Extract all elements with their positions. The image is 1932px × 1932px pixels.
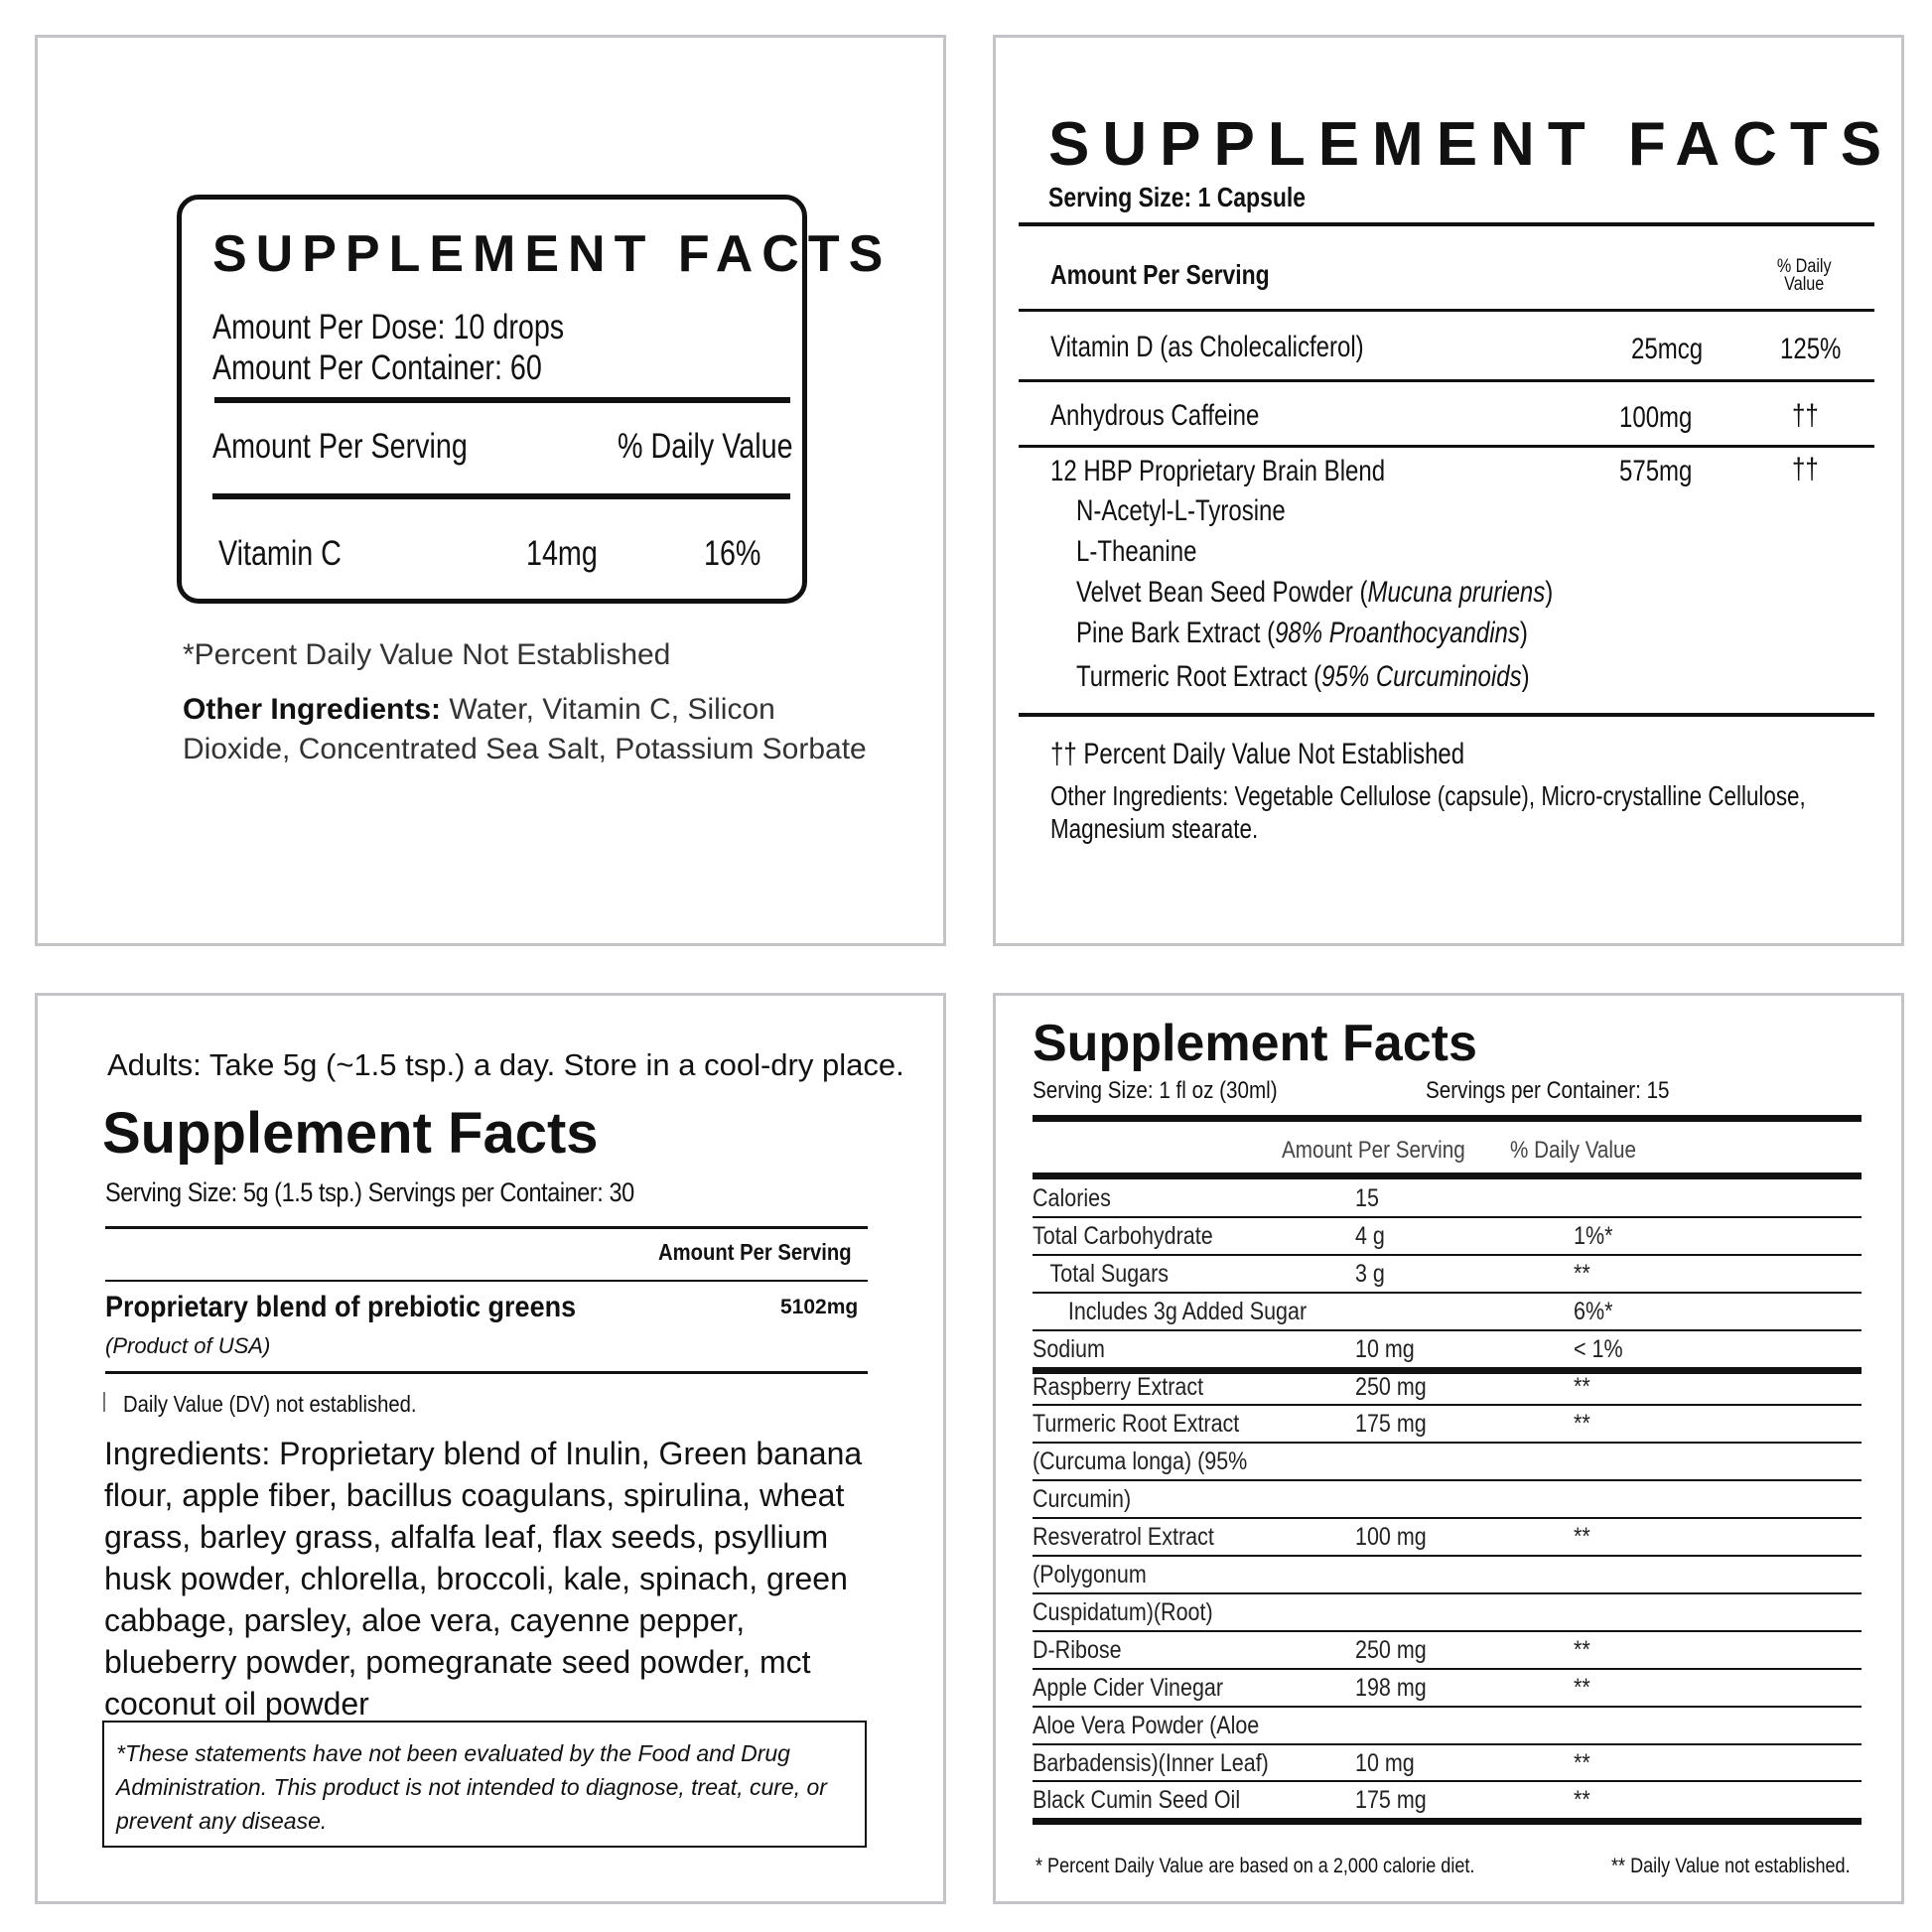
row-amount: 575mg xyxy=(1619,455,1693,487)
table-row xyxy=(1033,1180,1862,1218)
divider xyxy=(1033,1173,1862,1179)
row-amount: 10 mg xyxy=(1355,1748,1415,1777)
serving-size: Serving Size: 5g (1.5 tsp.) Servings per Container: 30 xyxy=(105,1177,634,1207)
blend-ingredient xyxy=(1076,576,1553,610)
ingredient-paren: ) xyxy=(1519,617,1528,649)
other-ingredients-line2: Magnesium stearate. xyxy=(1050,813,1259,844)
row-name: Aloe Vera Powder (Aloe xyxy=(1033,1711,1260,1739)
panel-title: SUPPLEMENT FACTS xyxy=(212,225,893,283)
ingredient-standard: 95% Curcuminoids xyxy=(1321,660,1522,693)
row-dv: ** xyxy=(1574,1786,1590,1815)
row-dv: ** xyxy=(1574,1410,1590,1439)
divider xyxy=(1019,445,1874,448)
servings-per-container: Servings per Container: 15 xyxy=(1426,1077,1670,1104)
footnote-right: ** Daily Value not established. xyxy=(1611,1855,1851,1877)
other-ingredients-text: Water, Vitamin C, Silicon xyxy=(441,693,775,726)
table-row xyxy=(1033,1294,1862,1331)
header-amount: Amount Per Serving xyxy=(1050,259,1270,290)
row-dv: 125% xyxy=(1780,333,1842,365)
nutrient-name: Vitamin C xyxy=(218,534,342,573)
row-name: Total Carbohydrate xyxy=(1033,1221,1213,1250)
header-amount: Amount Per Serving xyxy=(212,427,468,466)
row-name: Sodium xyxy=(1033,1334,1105,1363)
amount-per-dose: Amount Per Dose: 10 drops xyxy=(212,308,565,346)
table-row xyxy=(1033,1557,1862,1594)
row-dv: 6%* xyxy=(1574,1297,1613,1325)
row-name: (Curcuma longa) (95% xyxy=(1033,1448,1248,1476)
row-name: Calories xyxy=(1033,1184,1111,1212)
disclaimer-text: *These statements have not been evaluated by the Food and Drug Administration. This product is not intended to diagnose, treat, cure, or prevent any disease. xyxy=(116,1740,827,1834)
ingredient-text: Pine Bark Extract ( xyxy=(1076,617,1276,649)
table-row xyxy=(1033,1782,1862,1820)
row-amount: 3 g xyxy=(1355,1259,1385,1288)
row-name: (Polygonum xyxy=(1033,1561,1147,1588)
blend-ingredient xyxy=(1076,660,1530,694)
nutrient-amount: 14mg xyxy=(526,534,598,573)
row-name: Resveratrol Extract xyxy=(1033,1523,1214,1552)
table-row xyxy=(1033,1745,1862,1783)
header-dv-line2: Value xyxy=(1784,274,1825,295)
row-name: Total Sugars xyxy=(1033,1259,1170,1288)
ingredient-text: Turmeric Root Extract ( xyxy=(1076,660,1322,693)
divider xyxy=(1019,379,1874,382)
divider xyxy=(105,1226,868,1229)
ingredients: Ingredients: Proprietary blend of Inulin, Green banana flour, apple fiber, bacillus coagulans, spirulina, wheat grass, barley grass, alfalfa leaf, flax seeds, psyllium husk powder, chlorella, broccoli, kale, spinach, green cabbage, parsley, aloe vera, cayenne pepper, blueberry powder, pomegranate seed powder, mct coconut oil powder xyxy=(104,1436,863,1722)
header-daily-value xyxy=(1777,258,1832,294)
nutrient-dv: 16% xyxy=(704,534,761,573)
header-amount: Amount Per Serving xyxy=(658,1239,852,1265)
table-row xyxy=(1033,1369,1862,1407)
table-row xyxy=(1033,1632,1862,1670)
divider xyxy=(1033,1115,1862,1122)
blend-ingredient: N-Acetyl-L-Tyrosine xyxy=(1076,494,1286,527)
row-dv: ** xyxy=(1574,1259,1590,1288)
raspberry-turmeric-label-panel xyxy=(993,993,1904,1904)
table-row xyxy=(1033,1444,1862,1481)
row-dv: ** xyxy=(1574,1372,1590,1401)
row-amount: 175 mg xyxy=(1355,1410,1427,1439)
row-name: Apple Cider Vinegar xyxy=(1033,1673,1224,1702)
header-dv-line1: % Daily xyxy=(1776,256,1832,277)
row-divider xyxy=(1033,1818,1862,1825)
row-name: Includes 3g Added Sugar xyxy=(1033,1297,1308,1325)
row-amount: 100 mg xyxy=(1355,1523,1427,1552)
blend-ingredient: L-Theanine xyxy=(1076,535,1197,568)
serving-size: Serving Size: 1 fl oz (30ml) xyxy=(1033,1077,1278,1104)
divider xyxy=(1019,713,1874,717)
row-name: 12 HBP Proprietary Brain Blend xyxy=(1050,455,1386,487)
ingredient-latin: Mucuna pruriens xyxy=(1367,576,1546,609)
serving-size: Serving Size: 1 Capsule xyxy=(1048,182,1307,212)
row-amount: 4 g xyxy=(1355,1221,1385,1250)
blend-ingredient xyxy=(1076,617,1528,650)
row-amount: 15 xyxy=(1355,1184,1379,1212)
table-row xyxy=(1033,1406,1862,1444)
divider xyxy=(105,1371,868,1374)
row-name: Cuspidatum)(Root) xyxy=(1033,1597,1213,1626)
ingredient-text: Velvet Bean Seed Powder ( xyxy=(1076,576,1368,609)
vitamin-c-label-panel xyxy=(35,35,946,946)
prebiotic-greens-label-panel xyxy=(35,993,946,1904)
header-amount: Amount Per Serving xyxy=(1282,1137,1465,1164)
amount-per-container: Amount Per Container: 60 xyxy=(212,348,542,387)
table-row xyxy=(1033,1218,1862,1256)
row-name: Vitamin D (as Cholecalicferol) xyxy=(1050,331,1364,363)
row-amount: 250 mg xyxy=(1355,1372,1427,1401)
row-dv: 1%* xyxy=(1574,1221,1613,1250)
dv-note: Daily Value (DV) not established. xyxy=(123,1391,417,1417)
table-row xyxy=(1033,1708,1862,1745)
row-name: Barbadensis)(Inner Leaf) xyxy=(1033,1748,1269,1777)
row-dv: ** xyxy=(1574,1673,1590,1702)
other-ingredients: Other Ingredients: Vegetable Cellulose (capsule), Micro-crystalline Cellulose, xyxy=(1050,780,1806,811)
row-amount: 25mcg xyxy=(1631,333,1704,365)
row-dv: ** xyxy=(1574,1748,1590,1777)
header-daily-value: % Daily Value xyxy=(1510,1137,1636,1164)
row-name: Curcumin) xyxy=(1033,1485,1132,1514)
tick-mark xyxy=(103,1392,105,1412)
header-daily-value: % Daily Value xyxy=(618,427,793,466)
ingredient-paren: ) xyxy=(1521,660,1530,693)
table-row xyxy=(1033,1519,1862,1557)
row-name: Anhydrous Caffeine xyxy=(1050,399,1260,432)
footnote-left: * Percent Daily Value are based on a 2,000 calorie diet. xyxy=(1035,1855,1475,1877)
row-dv: †† xyxy=(1792,453,1819,485)
row-name: Black Cumin Seed Oil xyxy=(1033,1786,1241,1815)
row-dv: ** xyxy=(1574,1523,1590,1552)
row-dv: < 1% xyxy=(1574,1334,1623,1363)
table-row xyxy=(1033,1256,1862,1294)
divider xyxy=(214,397,790,403)
panel-title: Supplement Facts xyxy=(102,1101,599,1166)
row-amount: 175 mg xyxy=(1355,1786,1427,1815)
divider xyxy=(105,1280,868,1282)
other-ingredients-line2: Dioxide, Concentrated Sea Salt, Potassium Sorbate xyxy=(183,733,867,765)
panel-title: Supplement Facts xyxy=(1033,1015,1477,1072)
row-dv: ** xyxy=(1574,1635,1590,1664)
row-name: Turmeric Root Extract xyxy=(1033,1410,1240,1439)
ingredient-standard: 98% Proanthocyandins xyxy=(1275,617,1520,649)
row-name: D-Ribose xyxy=(1033,1635,1122,1664)
blend-name: Proprietary blend of prebiotic greens xyxy=(105,1291,577,1323)
footnote: †† Percent Daily Value Not Established xyxy=(1050,738,1465,770)
table-row xyxy=(1033,1481,1862,1519)
table-row xyxy=(1033,1331,1862,1369)
row-dv: †† xyxy=(1792,399,1819,432)
divider xyxy=(1019,309,1874,312)
brain-blend-label-panel xyxy=(993,35,1904,946)
product-origin: (Product of USA) xyxy=(105,1333,271,1358)
other-ingredients xyxy=(183,693,775,727)
fda-disclaimer xyxy=(102,1721,867,1848)
row-amount: 250 mg xyxy=(1355,1635,1427,1664)
divider xyxy=(212,493,790,499)
directions: Adults: Take 5g (~1.5 tsp.) a day. Store in a cool-dry place. xyxy=(107,1047,904,1082)
divider xyxy=(1019,222,1874,226)
ingredient-paren: ) xyxy=(1545,576,1554,609)
other-ingredients-label: Other Ingredients: xyxy=(183,693,442,726)
footnote: *Percent Daily Value Not Established xyxy=(183,638,671,671)
row-amount: 100mg xyxy=(1619,401,1693,434)
row-amount: 198 mg xyxy=(1355,1673,1427,1702)
table-row xyxy=(1033,1594,1862,1632)
blend-amount: 5102mg xyxy=(780,1296,859,1318)
table-row xyxy=(1033,1670,1862,1708)
panel-title: SUPPLEMENT FACTS xyxy=(1048,110,1895,179)
row-name: Raspberry Extract xyxy=(1033,1372,1204,1401)
row-amount: 10 mg xyxy=(1355,1334,1415,1363)
